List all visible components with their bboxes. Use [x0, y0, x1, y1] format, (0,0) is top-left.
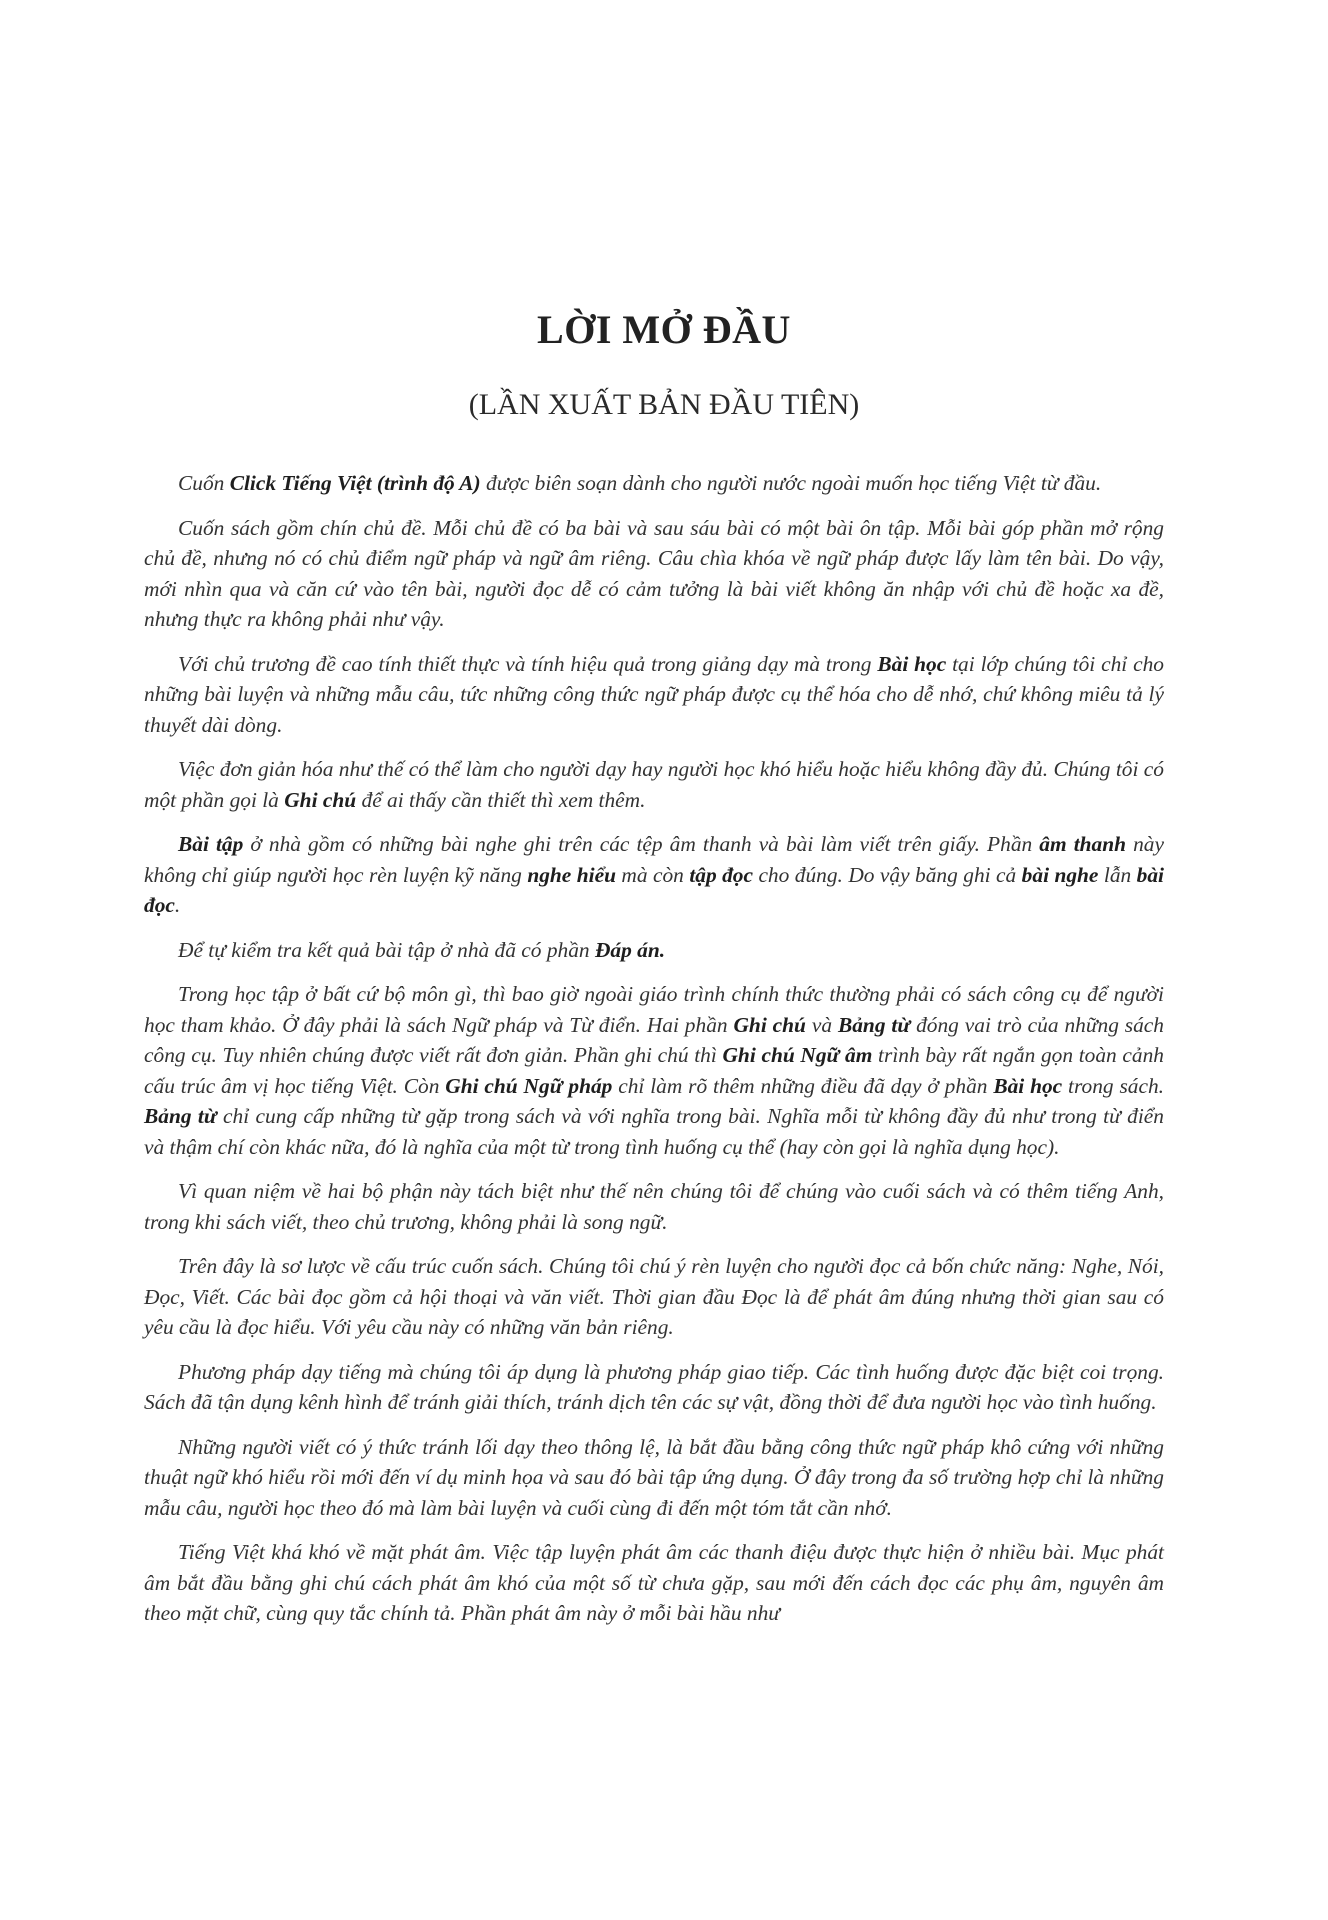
paragraph-3: [144, 649, 1164, 741]
emphasis-text: Ghi chú: [733, 1012, 806, 1037]
text-run: chỉ làm rõ thêm những điều đã dạy ở phần: [612, 1073, 994, 1098]
text-run: Trong học tập ở bất cứ bộ môn gì, thì bao giờ ngoài giáo trình chính thức thường phải có sách công cụ để người học tham khảo. Ở đây phải là sách Ngữ pháp và Từ điển. Hai phần: [144, 982, 1164, 1037]
emphasis-text: Click Tiếng Việt (trình độ A): [229, 471, 481, 495]
page-title: LỜI MỞ ĐẦU: [537, 307, 791, 352]
text-run: Với chủ trương đề cao tính thiết thực và tính hiệu quả trong giảng dạy mà trong: [178, 651, 878, 676]
text-run: Những người viết có ý thức tránh lối dạy theo thông lệ, là bắt đầu bằng công thức ngữ pháp khô cứng với những thuật ngữ khó hiểu rồi mới đến ví dụ minh họa và sau đó bài tập ứng dụng. Ở đây trong đa số trường hợp chỉ là những mẫu câu, người học theo đó mà làm bài luyện và cuối cùng đi đến một tóm tắt cần nhớ.: [144, 1434, 1164, 1520]
paragraph-4: [144, 754, 1164, 815]
paragraph-1: [144, 468, 1164, 499]
text-run: chỉ cung cấp những từ gặp trong sách và với nghĩa trong bài. Nghĩa mỗi từ không đầy đủ như trong từ điển và thậm chí còn khác nữa, đó là nghĩa của một từ trong tình huống cụ thể (hay còn gọi là nghĩa dụng học).: [144, 1104, 1164, 1159]
emphasis-text: Ghi chú Ngữ pháp: [445, 1073, 613, 1098]
emphasis-text: âm thanh: [1039, 832, 1127, 856]
text-run: trình bày rất ngắn gọn toàn cảnh cấu trúc âm vị học tiếng Việt. Còn: [144, 1043, 1165, 1098]
emphasis-text: Bảng từ: [837, 1012, 911, 1037]
paragraph-6: [144, 935, 1164, 966]
emphasis-text: Ghi chú Ngữ âm: [722, 1043, 873, 1067]
text-run: lẫn: [1098, 862, 1137, 887]
text-run: Tiếng Việt khá khó về mặt phát âm. Việc tập luyện phát âm các thanh điệu được thực hiện ở nhiều bài. Mục phát âm bắt đầu bằng ghi chú cách phát âm khó của một số từ chưa gặp, sau mới đến cách đọc các phụ âm, nguyên âm theo mặt chữ, cùng quy tắc chính tả. Phần phát âm này ở mỗi bài hầu như: [144, 1540, 1164, 1625]
page-subtitle: (LẦN XUẤT BẢN ĐẦU TIÊN): [468, 388, 860, 421]
emphasis-text: Bài học: [993, 1073, 1063, 1098]
text-run: Cuốn sách gồm chín chủ đề. Mỗi chủ đề có ba bài và sau sáu bài có một bài ôn tập. Mỗi bài góp phần mở rộng chủ đề, nhưng nó có chủ điểm ngữ pháp và ngữ âm riêng. Câu chìa khóa về ngữ pháp được lấy làm tên bài. Do vậy, mới nhìn qua và căn cứ vào tên bài, người đọc dễ có cảm tưởng là bài viết không ăn nhập với chủ đề hoặc xa đề, nhưng thực ra không phải như vậy.: [144, 515, 1164, 631]
paragraph-7: [144, 979, 1164, 1162]
paragraph-9: [144, 1251, 1164, 1343]
text-run: Cuốn: [178, 471, 230, 495]
body-text: [144, 468, 1164, 1643]
text-run: được biên soạn dành cho người nước ngoài muốn học tiếng Việt từ đầu.: [480, 471, 1102, 495]
paragraph-8: [144, 1176, 1164, 1237]
text-run: tại lớp chúng tôi chỉ cho những bài luyện và những mẫu câu, tức những công thức ngữ pháp được cụ thể hóa cho dễ nhớ, chứ không miêu tả lý thuyết dài dòng.: [144, 651, 1164, 737]
text-run: Để tự kiểm tra kết quả bài tập ở nhà đã có phần: [178, 937, 595, 962]
text-run: .: [174, 893, 181, 917]
emphasis-text: bài nghe: [1021, 862, 1099, 887]
emphasis-text: Đáp án.: [594, 937, 666, 962]
emphasis-text: Bảng từ: [144, 1104, 217, 1128]
text-run: Việc đơn giản hóa như thế có thể làm cho người dạy hay người học khó hiểu hoặc hiểu không đầy đủ. Chúng tôi có một phần gọi là: [144, 757, 1164, 812]
text-run: cho đúng. Do vậy băng ghi cả: [753, 862, 1022, 887]
emphasis-text: nghe hiểu: [527, 862, 616, 887]
paragraph-2: [144, 513, 1164, 635]
text-run: và: [805, 1012, 838, 1037]
paragraph-10: [144, 1357, 1164, 1418]
paragraph-11: [144, 1432, 1164, 1524]
text-run: trong sách.: [1062, 1073, 1164, 1098]
emphasis-text: bài đọc: [144, 862, 1164, 917]
text-run: đóng vai trò của những sách công cụ. Tuy nhiên chúng được viết rất đơn giản. Phần ghi chú thì: [144, 1012, 1164, 1067]
emphasis-text: Bài học: [877, 651, 947, 676]
emphasis-text: Ghi chú: [284, 787, 357, 812]
text-run: Trên đây là sơ lược về cấu trúc cuốn sách. Chúng tôi chú ý rèn luyện cho người đọc cả bốn chức năng: Nghe, Nói, Đọc, Viết. Các bài đọc gồm cả hội thoại và văn viết. Thời gian đầu Đọc là để phát âm đúng nhưng thời gian sau có yêu cầu là đọc hiểu. Với yêu cầu này có những văn bản riêng.: [144, 1254, 1164, 1339]
emphasis-text: Bài tập: [178, 832, 244, 856]
text-run: mà còn: [615, 862, 690, 887]
text-run: ở nhà gồm có những bài nghe ghi trên các tệp âm thanh và bài làm viết trên giấy. Phần: [243, 832, 1040, 856]
emphasis-text: tập đọc: [689, 862, 753, 887]
text-run: Phương pháp dạy tiếng mà chúng tôi áp dụng là phương pháp giao tiếp. Các tình huống được đặc biệt coi trọng. Sách đã tận dụng kênh hình để tránh giải thích, tránh dịch tên các sự vật, đồng thời để đưa người học vào tình huống.: [144, 1359, 1164, 1414]
text-run: để ai thấy cần thiết thì xem thêm.: [356, 787, 646, 812]
text-run: này không chỉ giúp người học rèn luyện kỹ năng: [144, 832, 1164, 887]
paragraph-5: [144, 829, 1164, 921]
paragraph-12: [144, 1537, 1164, 1629]
text-run: Vì quan niệm về hai bộ phận này tách biệt như thế nên chúng tôi để chúng vào cuối sách và có thêm tiếng Anh, trong khi sách viết, theo chủ trương, không phải là song ngữ.: [144, 1179, 1164, 1234]
